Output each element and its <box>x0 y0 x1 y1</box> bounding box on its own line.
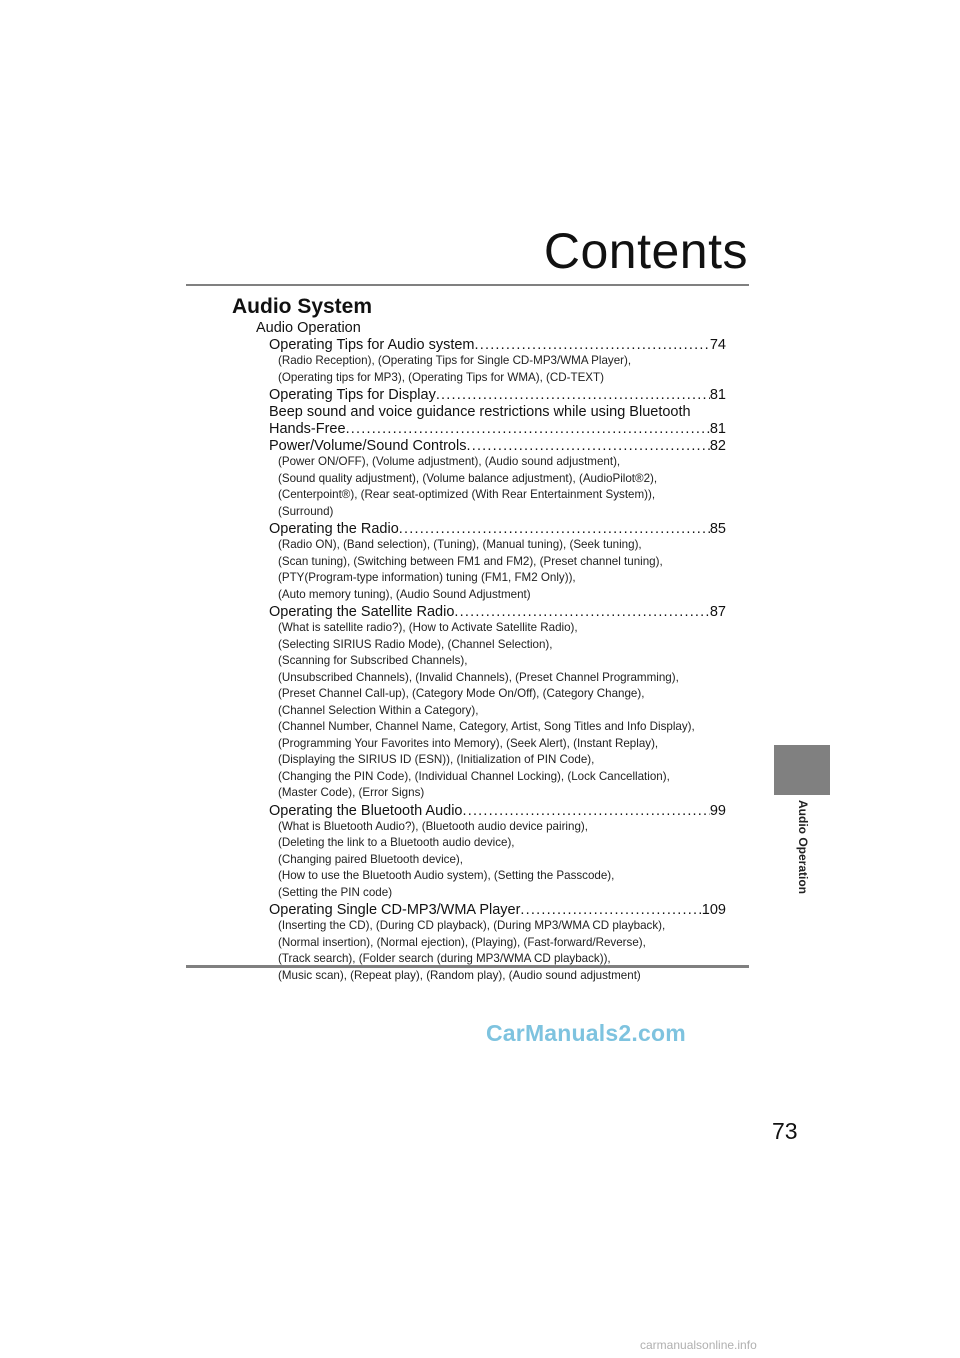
toc-entry-description: (Channel Number, Channel Name, Category, Artist, Song Titles and Info Display), <box>278 720 695 733</box>
toc-entry-line <box>269 521 726 537</box>
toc-entry-description: (Displaying the SIRIUS ID (ESN)), (Initialization of PIN Code), <box>278 753 595 766</box>
toc-entry-line <box>269 387 726 403</box>
toc-entry-description: (How to use the Bluetooth Audio system), (Setting the Passcode), <box>278 869 615 882</box>
toc-entry <box>269 337 726 386</box>
toc-entry-description: (Sound quality adjustment), (Volume balance adjustment), (AudioPilot®2), <box>278 471 658 485</box>
section-tab <box>774 745 830 795</box>
toc-entry-title: Operating Single CD-MP3/WMA Player <box>269 902 521 918</box>
table-of-contents <box>269 336 726 984</box>
toc-entry-description: (PTY(Program-type information) tuning (FM1, FM2 Only)), <box>278 571 576 584</box>
toc-entry-description: (Unsubscribed Channels), (Invalid Channels), (Preset Channel Programming), <box>278 670 679 684</box>
toc-entry-title: Operating Tips for Audio system <box>269 337 475 353</box>
toc-entry-page: 74 <box>709 337 726 353</box>
toc-entry-description: (Scanning for Subscribed Channels), <box>278 654 468 667</box>
toc-entry <box>269 604 726 802</box>
toc-entry-description: (Inserting the CD), (During CD playback), (During MP3/WMA CD playback), <box>278 919 666 932</box>
toc-entry-description: (Scan tuning), (Switching between FM1 and FM2), (Preset channel tuning), <box>278 554 663 568</box>
toc-entry-line <box>269 337 726 353</box>
toc-entry <box>269 438 726 520</box>
toc-entry-page: 99 <box>709 802 726 819</box>
toc-entry-page: 85 <box>709 521 726 537</box>
toc-entry-title: Operating the Radio <box>269 521 399 537</box>
toc-entry-description: (Track search), (Folder search (during MP3/WMA CD playback)), <box>278 952 611 965</box>
toc-entry-line <box>269 604 726 620</box>
toc-entry-description: (Selecting SIRIUS Radio Mode), (Channel Selection), <box>278 637 553 651</box>
page-title: Contents <box>543 223 748 279</box>
toc-entry-page: 81 <box>709 387 726 403</box>
toc-entry-description: (What is satellite radio?), (How to Activate Satellite Radio), <box>278 621 578 634</box>
toc-entry <box>269 521 726 603</box>
toc-entry-page: 82 <box>709 438 726 454</box>
section-tab-label: Audio Operation <box>796 800 810 894</box>
toc-entry-line <box>269 438 726 454</box>
toc-entry-title: Operating Tips for Display <box>269 387 436 403</box>
toc-entry <box>269 404 726 437</box>
toc-entry-description: (Operating tips for MP3), (Operating Tips for WMA), (CD-TEXT) <box>278 370 604 384</box>
toc-entry-description: (Auto memory tuning), (Audio Sound Adjustment) <box>278 587 531 601</box>
toc-entry-title: Operating the Satellite Radio <box>269 604 455 620</box>
dot-leader <box>466 438 709 454</box>
toc-entry-description: (Deleting the link to a Bluetooth audio device), <box>278 836 515 849</box>
toc-entry-description: (Power ON/OFF), (Volume adjustment), (Audio sound adjustment), <box>278 455 621 468</box>
toc-entry-title: Operating the Bluetooth Audio <box>269 802 463 819</box>
toc-entry-line <box>269 902 726 918</box>
toc-entry-title: Power/Volume/Sound Controls <box>269 438 467 454</box>
dot-leader <box>520 902 701 918</box>
footer-watermark: carmanualsonline.info <box>640 1338 757 1352</box>
toc-entry <box>269 387 726 403</box>
toc-entry <box>269 902 726 984</box>
toc-entry-title: Hands-Free <box>269 421 346 437</box>
toc-entry-description: (Normal insertion), (Normal ejection), (Playing), (Fast-forward/Reverse), <box>278 935 646 949</box>
toc-entry-description: (Surround) <box>278 504 334 518</box>
toc-entry-page: 81 <box>709 421 726 437</box>
dot-leader <box>475 337 710 353</box>
toc-entry-description: (What is Bluetooth Audio?), (Bluetooth audio device pairing), <box>278 819 588 833</box>
toc-entry-description: (Centerpoint®), (Rear seat-optimized (With Rear Entertainment System)), <box>278 488 656 501</box>
toc-entry-description: (Master Code), (Error Signs) <box>278 786 425 799</box>
toc-entry-line <box>269 803 726 819</box>
toc-entry-description: (Radio ON), (Band selection), (Tuning), (Manual tuning), (Seek tuning), <box>278 538 642 551</box>
dot-leader <box>399 521 710 537</box>
page-number: 73 <box>772 1118 798 1144</box>
dot-leader <box>436 387 710 403</box>
watermark-logo: CarManuals2.com <box>486 1020 686 1046</box>
dot-leader <box>462 803 709 819</box>
toc-entry-title-line: Beep sound and voice guidance restrictions while using Bluetooth <box>269 404 691 420</box>
toc-entry-page: 109 <box>701 902 726 918</box>
subsection-title: Audio Operation <box>256 320 361 336</box>
toc-entry-description: (Music scan), (Repeat play), (Random play), (Audio sound adjustment) <box>278 968 641 982</box>
dot-leader <box>346 421 710 437</box>
bottom-divider <box>186 965 749 968</box>
section-title: Audio System <box>232 295 373 318</box>
toc-entry-description: (Programming Your Favorites into Memory), (Seek Alert), (Instant Replay), <box>278 736 659 750</box>
toc-entry-page: 87 <box>709 604 726 620</box>
toc-entry-description: (Channel Selection Within a Category), <box>278 703 479 717</box>
top-divider <box>186 284 749 286</box>
dot-leader <box>454 604 709 620</box>
toc-entry-description: (Preset Channel Call-up), (Category Mode On/Off), (Category Change), <box>278 687 645 700</box>
toc-entry-description: (Setting the PIN code) <box>278 885 393 899</box>
toc-entry <box>269 803 726 902</box>
toc-entry-description: (Radio Reception), (Operating Tips for Single CD-MP3/WMA Player), <box>278 354 632 367</box>
toc-entry-description: (Changing paired Bluetooth device), <box>278 852 463 866</box>
toc-entry-description: (Changing the PIN Code), (Individual Channel Locking), (Lock Cancellation), <box>278 769 670 783</box>
toc-entry-line <box>269 421 726 437</box>
